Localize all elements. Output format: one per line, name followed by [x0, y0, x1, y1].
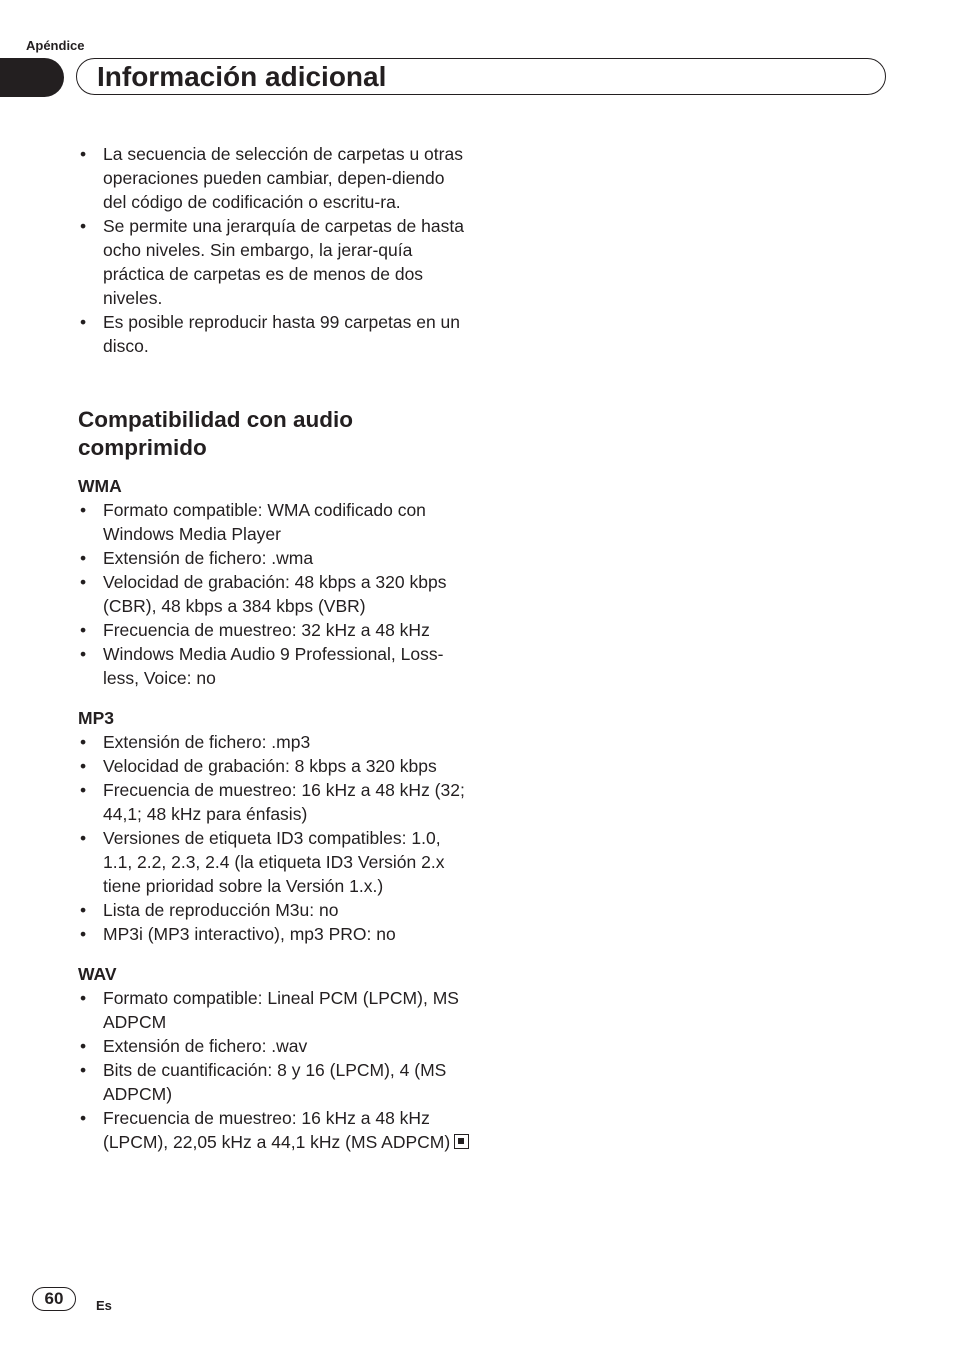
bullet-icon: • [80, 144, 87, 164]
list-item: • Lista de reproducción M3u: no [80, 900, 339, 920]
list-item: • Extensión de fichero: .wma [80, 548, 314, 568]
list-item: • Se permite una jerarquía de carpetas de hasta ocho niveles. Sin embargo, la jerar-quía práctica de carpetas es de menos de dos niveles. [80, 216, 464, 308]
bullet-icon: • [80, 828, 87, 848]
intro-list [78, 142, 470, 358]
main-content [78, 142, 470, 1154]
bullet-icon: • [80, 312, 87, 332]
bullet-icon: • [80, 620, 87, 640]
bullet-icon: • [80, 1036, 87, 1056]
page-number: 60 [32, 1287, 76, 1311]
section-heading: Compatibilidad con audio comprimido [78, 407, 353, 460]
list-item: • Es posible reproducir hasta 99 carpetas en un disco. [80, 312, 461, 356]
list-item: • Bits de cuantificación: 8 y 16 (LPCM), 4 (MS ADPCM) [80, 1060, 447, 1104]
bullet-icon: • [80, 572, 87, 592]
section-tab-marker [0, 58, 64, 97]
list-item: • Frecuencia de muestreo: 16 kHz a 48 kHz (LPCM), 22,05 kHz a 44,1 kHz (MS ADPCM) [78, 1106, 470, 1154]
list-item: • La secuencia de selección de carpetas u otras operaciones pueden cambiar, depen-diendo del código de codificación o escritu-ra. [80, 144, 463, 212]
bullet-icon: • [80, 548, 87, 568]
list-item: • Formato compatible: WMA codificado con Windows Media Player [80, 500, 426, 544]
list-item: • MP3i (MP3 interactivo), mp3 PRO: no [80, 924, 396, 944]
bullet-icon: • [80, 732, 87, 752]
list-item: • Formato compatible: Lineal PCM (LPCM), MS ADPCM [80, 988, 459, 1032]
list-item: • Frecuencia de muestreo: 16 kHz a 48 kHz (32; 44,1; 48 kHz para énfasis) [80, 780, 465, 824]
list-item: • Versiones de etiqueta ID3 compatibles: 1.0, 1.1, 2.2, 2.3, 2.4 (la etiqueta ID3 Versión 2.x tiene prioridad sobre la Versión 1.x.) [80, 828, 445, 896]
bullet-icon: • [80, 1108, 87, 1128]
list-item: • Extensión de fichero: .mp3 [80, 732, 311, 752]
title-box [76, 58, 886, 95]
mp3-list [78, 730, 470, 946]
wav-list [78, 986, 470, 1154]
bullet-icon: • [80, 988, 87, 1008]
end-of-section-icon [454, 1134, 469, 1149]
wma-list [78, 498, 470, 690]
bullet-icon: • [80, 644, 87, 664]
list-item: • Frecuencia de muestreo: 32 kHz a 48 kHz [80, 620, 430, 640]
wav-heading: WAV [78, 964, 117, 984]
bullet-icon: • [80, 756, 87, 776]
list-item: • Velocidad de grabación: 48 kbps a 320 kbps (CBR), 48 kbps a 384 kbps (VBR) [80, 572, 447, 616]
bullet-icon: • [80, 780, 87, 800]
page-title: Información adicional [97, 61, 387, 92]
language-code: Es [96, 1298, 112, 1313]
section-label: Apéndice [26, 38, 85, 53]
list-item: • Windows Media Audio 9 Professional, Loss-less, Voice: no [80, 644, 444, 688]
bullet-icon: • [80, 924, 87, 944]
bullet-icon: • [80, 900, 87, 920]
bullet-icon: • [80, 500, 87, 520]
bullet-icon: • [80, 216, 87, 236]
mp3-heading: MP3 [78, 708, 114, 728]
list-item: • Extensión de fichero: .wav [80, 1036, 308, 1056]
bullet-icon: • [80, 1060, 87, 1080]
list-item: • Velocidad de grabación: 8 kbps a 320 kbps [80, 756, 437, 776]
wma-heading: WMA [78, 476, 122, 496]
